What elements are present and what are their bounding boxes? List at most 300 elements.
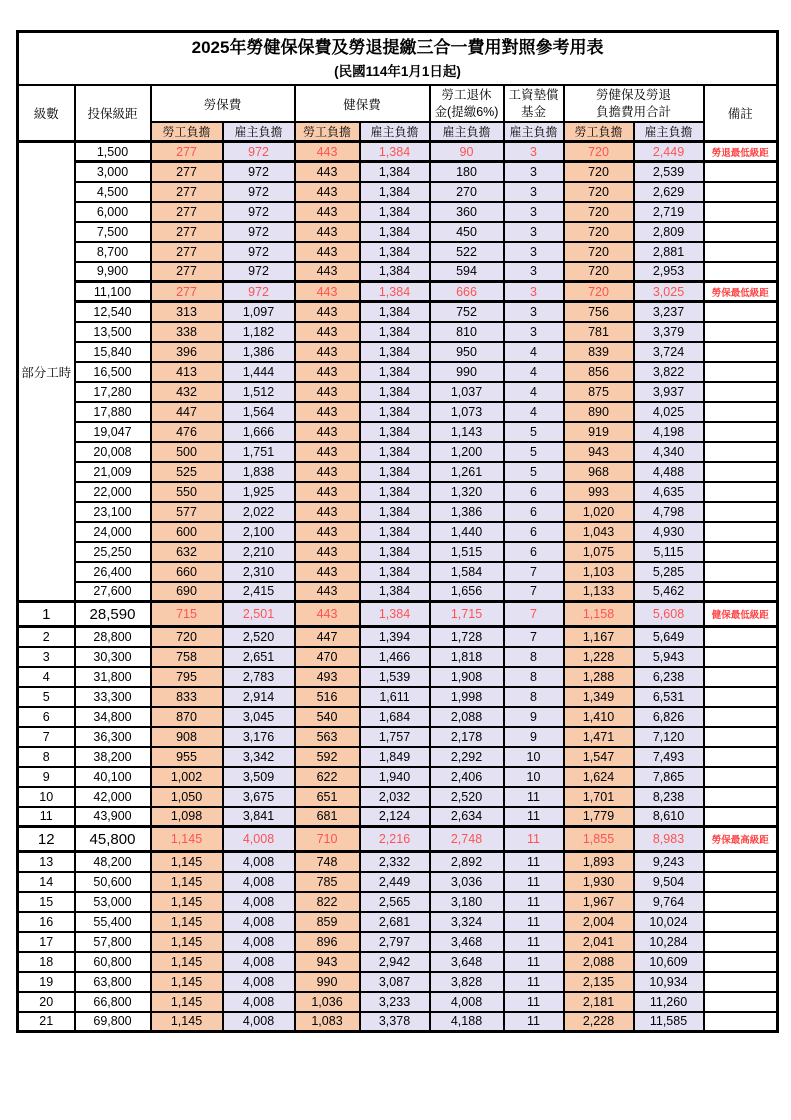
- labor-employer-cell: 1,182: [223, 322, 295, 342]
- health-employee-cell: 443: [295, 382, 360, 402]
- wage-fund-employer-cell: 3: [504, 222, 564, 242]
- pension-employer-cell: 1,386: [430, 502, 504, 522]
- col-header-wage-fund-line1: 工資墊償: [508, 87, 559, 102]
- labor-employee-cell: 632: [151, 542, 223, 562]
- health-employee-cell: 443: [295, 402, 360, 422]
- wage-fund-employer-cell: 3: [504, 142, 564, 162]
- health-employer-cell: 1,394: [360, 627, 430, 647]
- labor-employee-cell: 277: [151, 262, 223, 282]
- remark-cell: [704, 852, 778, 872]
- col-header-total: [564, 85, 704, 122]
- subheader-pension-employer: 雇主負擔: [430, 122, 504, 142]
- health-employer-cell: 1,849: [360, 747, 430, 767]
- table-row: [18, 667, 778, 687]
- total-employee-cell: 875: [564, 382, 634, 402]
- total-employer-cell: 2,809: [634, 222, 704, 242]
- wage-fund-employer-cell: 3: [504, 182, 564, 202]
- remark-cell: [704, 912, 778, 932]
- total-employer-cell: 6,531: [634, 687, 704, 707]
- total-employer-cell: 3,937: [634, 382, 704, 402]
- bracket-cell: 20,008: [75, 442, 151, 462]
- labor-employee-cell: 1,050: [151, 787, 223, 807]
- bracket-cell: 55,400: [75, 912, 151, 932]
- subheader-labor-employee: 勞工負擔: [151, 122, 223, 142]
- labor-employee-cell: 277: [151, 282, 223, 302]
- labor-employer-cell: 1,751: [223, 442, 295, 462]
- health-employer-cell: 3,378: [360, 1012, 430, 1032]
- remark-cell: 勞退最低級距: [704, 142, 778, 162]
- table-row: [18, 422, 778, 442]
- labor-employee-cell: 277: [151, 182, 223, 202]
- health-employer-cell: 1,384: [360, 242, 430, 262]
- remark-cell: [704, 382, 778, 402]
- pension-employer-cell: 2,178: [430, 727, 504, 747]
- labor-employer-cell: 4,008: [223, 972, 295, 992]
- bracket-cell: 7,500: [75, 222, 151, 242]
- labor-employer-cell: 972: [223, 242, 295, 262]
- bracket-cell: 16,500: [75, 362, 151, 382]
- level-cell: 15: [18, 892, 75, 912]
- col-header-wage-fund: [504, 85, 564, 122]
- wage-fund-employer-cell: 9: [504, 707, 564, 727]
- subheader-health-employer: 雇主負擔: [360, 122, 430, 142]
- remark-cell: [704, 892, 778, 912]
- pension-employer-cell: 1,320: [430, 482, 504, 502]
- pension-employer-cell: 3,648: [430, 952, 504, 972]
- table-row: [18, 827, 778, 852]
- level-cell: 16: [18, 912, 75, 932]
- level-cell: 3: [18, 647, 75, 667]
- bracket-cell: 17,280: [75, 382, 151, 402]
- total-employer-cell: 10,934: [634, 972, 704, 992]
- wage-fund-employer-cell: 11: [504, 787, 564, 807]
- total-employer-cell: 2,881: [634, 242, 704, 262]
- wage-fund-employer-cell: 3: [504, 162, 564, 182]
- labor-employee-cell: 525: [151, 462, 223, 482]
- remark-cell: [704, 462, 778, 482]
- pension-employer-cell: 2,292: [430, 747, 504, 767]
- labor-employer-cell: 2,022: [223, 502, 295, 522]
- level-cell: 8: [18, 747, 75, 767]
- health-employee-cell: 443: [295, 282, 360, 302]
- wage-fund-employer-cell: 11: [504, 972, 564, 992]
- health-employee-cell: 443: [295, 522, 360, 542]
- pension-employer-cell: 1,073: [430, 402, 504, 422]
- subheader-labor-employer: 雇主負擔: [223, 122, 295, 142]
- total-employee-cell: 2,228: [564, 1012, 634, 1032]
- pension-employer-cell: 1,584: [430, 562, 504, 582]
- bracket-cell: 43,900: [75, 807, 151, 827]
- table-row: [18, 142, 778, 162]
- health-employer-cell: 2,032: [360, 787, 430, 807]
- pension-employer-cell: 3,828: [430, 972, 504, 992]
- total-employee-cell: 720: [564, 182, 634, 202]
- health-employee-cell: 443: [295, 162, 360, 182]
- remark-cell: [704, 667, 778, 687]
- wage-fund-employer-cell: 11: [504, 827, 564, 852]
- health-employer-cell: 2,216: [360, 827, 430, 852]
- bracket-cell: 11,100: [75, 282, 151, 302]
- labor-employer-cell: 3,841: [223, 807, 295, 827]
- total-employee-cell: 720: [564, 202, 634, 222]
- pension-employer-cell: 3,468: [430, 932, 504, 952]
- health-employee-cell: 748: [295, 852, 360, 872]
- table-row: [18, 582, 778, 602]
- wage-fund-employer-cell: 3: [504, 322, 564, 342]
- remark-cell: [704, 202, 778, 222]
- wage-fund-employer-cell: 4: [504, 382, 564, 402]
- total-employer-cell: 8,238: [634, 787, 704, 807]
- remark-cell: [704, 1012, 778, 1032]
- health-employer-cell: 1,384: [360, 582, 430, 602]
- total-employer-cell: 4,488: [634, 462, 704, 482]
- health-employee-cell: 443: [295, 182, 360, 202]
- labor-employee-cell: 1,145: [151, 972, 223, 992]
- health-employee-cell: 710: [295, 827, 360, 852]
- table-row: [18, 727, 778, 747]
- bracket-cell: 24,000: [75, 522, 151, 542]
- health-employer-cell: 1,384: [360, 402, 430, 422]
- health-employee-cell: 651: [295, 787, 360, 807]
- pension-employer-cell: 270: [430, 182, 504, 202]
- total-employee-cell: 1,779: [564, 807, 634, 827]
- table-row: [18, 1012, 778, 1032]
- bracket-cell: 12,540: [75, 302, 151, 322]
- wage-fund-employer-cell: 11: [504, 932, 564, 952]
- total-employer-cell: 5,649: [634, 627, 704, 647]
- total-employee-cell: 1,701: [564, 787, 634, 807]
- labor-employer-cell: 4,008: [223, 912, 295, 932]
- bracket-cell: 36,300: [75, 727, 151, 747]
- col-header-labor-insurance: 勞保費: [151, 85, 295, 122]
- total-employer-cell: 10,609: [634, 952, 704, 972]
- remark-cell: [704, 872, 778, 892]
- labor-employee-cell: 277: [151, 242, 223, 262]
- health-employer-cell: 1,384: [360, 482, 430, 502]
- pension-employer-cell: 2,634: [430, 807, 504, 827]
- total-employee-cell: 1,967: [564, 892, 634, 912]
- total-employee-cell: 839: [564, 342, 634, 362]
- labor-employee-cell: 277: [151, 162, 223, 182]
- pension-employer-cell: 2,748: [430, 827, 504, 852]
- subheader-total-employer: 雇主負擔: [634, 122, 704, 142]
- labor-employer-cell: 1,838: [223, 462, 295, 482]
- wage-fund-employer-cell: 7: [504, 562, 564, 582]
- pension-employer-cell: 3,324: [430, 912, 504, 932]
- total-employee-cell: 856: [564, 362, 634, 382]
- table-row: [18, 932, 778, 952]
- health-employer-cell: 2,565: [360, 892, 430, 912]
- remark-cell: [704, 807, 778, 827]
- total-employer-cell: 5,608: [634, 602, 704, 627]
- total-employer-cell: 3,237: [634, 302, 704, 322]
- level-cell: 11: [18, 807, 75, 827]
- labor-employer-cell: 2,501: [223, 602, 295, 627]
- total-employee-cell: 2,181: [564, 992, 634, 1012]
- health-employee-cell: 1,083: [295, 1012, 360, 1032]
- health-employer-cell: 1,757: [360, 727, 430, 747]
- level-cell: 6: [18, 707, 75, 727]
- total-employer-cell: 9,243: [634, 852, 704, 872]
- health-employer-cell: 1,384: [360, 422, 430, 442]
- labor-employer-cell: 4,008: [223, 1012, 295, 1032]
- total-employee-cell: 1,167: [564, 627, 634, 647]
- col-header-pension: [430, 85, 504, 122]
- level-cell: 4: [18, 667, 75, 687]
- wage-fund-employer-cell: 8: [504, 687, 564, 707]
- title-cell: [18, 32, 778, 86]
- table-row: [18, 402, 778, 422]
- health-employer-cell: 1,384: [360, 162, 430, 182]
- col-header-bracket: 投保級距: [75, 85, 151, 142]
- pension-employer-cell: 2,406: [430, 767, 504, 787]
- remark-cell: [704, 162, 778, 182]
- total-employer-cell: 6,826: [634, 707, 704, 727]
- remark-cell: [704, 182, 778, 202]
- col-header-remark: 備註: [704, 85, 778, 142]
- remark-cell: [704, 687, 778, 707]
- labor-employee-cell: 550: [151, 482, 223, 502]
- bracket-cell: 28,800: [75, 627, 151, 647]
- labor-employer-cell: 4,008: [223, 992, 295, 1012]
- total-employee-cell: 1,547: [564, 747, 634, 767]
- remark-cell: [704, 262, 778, 282]
- total-employee-cell: 1,893: [564, 852, 634, 872]
- labor-employer-cell: 972: [223, 202, 295, 222]
- total-employee-cell: 943: [564, 442, 634, 462]
- level-cell: 10: [18, 787, 75, 807]
- wage-fund-employer-cell: 11: [504, 872, 564, 892]
- labor-employer-cell: 972: [223, 222, 295, 242]
- health-employee-cell: 443: [295, 262, 360, 282]
- level-cell: 9: [18, 767, 75, 787]
- wage-fund-employer-cell: 11: [504, 912, 564, 932]
- pension-employer-cell: 1,440: [430, 522, 504, 542]
- pension-employer-cell: 2,520: [430, 787, 504, 807]
- wage-fund-employer-cell: 5: [504, 462, 564, 482]
- wage-fund-employer-cell: 9: [504, 727, 564, 747]
- remark-cell: [704, 627, 778, 647]
- wage-fund-employer-cell: 6: [504, 522, 564, 542]
- total-employee-cell: 756: [564, 302, 634, 322]
- total-employer-cell: 2,539: [634, 162, 704, 182]
- health-employer-cell: 1,384: [360, 382, 430, 402]
- labor-employee-cell: 715: [151, 602, 223, 627]
- table-row: [18, 627, 778, 647]
- bracket-cell: 28,590: [75, 602, 151, 627]
- level-cell: 21: [18, 1012, 75, 1032]
- remark-cell: [704, 787, 778, 807]
- labor-employee-cell: 1,145: [151, 852, 223, 872]
- pension-employer-cell: 810: [430, 322, 504, 342]
- health-employee-cell: 443: [295, 322, 360, 342]
- total-employer-cell: 8,983: [634, 827, 704, 852]
- pension-employer-cell: 360: [430, 202, 504, 222]
- pension-employer-cell: 4,008: [430, 992, 504, 1012]
- wage-fund-employer-cell: 3: [504, 202, 564, 222]
- total-employee-cell: 781: [564, 322, 634, 342]
- wage-fund-employer-cell: 4: [504, 362, 564, 382]
- remark-cell: [704, 582, 778, 602]
- health-employee-cell: 540: [295, 707, 360, 727]
- total-employer-cell: 11,260: [634, 992, 704, 1012]
- total-employer-cell: 7,493: [634, 747, 704, 767]
- labor-employee-cell: 660: [151, 562, 223, 582]
- bracket-cell: 30,300: [75, 647, 151, 667]
- health-employee-cell: 443: [295, 582, 360, 602]
- bracket-cell: 22,000: [75, 482, 151, 502]
- health-employee-cell: 822: [295, 892, 360, 912]
- col-header-total-line2: 負擔費用合計: [595, 104, 671, 119]
- wage-fund-employer-cell: 10: [504, 747, 564, 767]
- level-cell: 17: [18, 932, 75, 952]
- labor-employee-cell: 500: [151, 442, 223, 462]
- wage-fund-employer-cell: 8: [504, 647, 564, 667]
- remark-cell: [704, 707, 778, 727]
- health-employer-cell: 1,684: [360, 707, 430, 727]
- total-employee-cell: 1,471: [564, 727, 634, 747]
- total-employee-cell: 720: [564, 142, 634, 162]
- total-employer-cell: 4,198: [634, 422, 704, 442]
- total-employee-cell: 720: [564, 262, 634, 282]
- labor-employee-cell: 396: [151, 342, 223, 362]
- col-header-total-line1: 勞健保及勞退: [595, 87, 671, 102]
- total-employer-cell: 2,953: [634, 262, 704, 282]
- labor-employer-cell: 2,651: [223, 647, 295, 667]
- total-employee-cell: 1,158: [564, 602, 634, 627]
- bracket-cell: 27,600: [75, 582, 151, 602]
- labor-employee-cell: 1,145: [151, 892, 223, 912]
- bracket-cell: 45,800: [75, 827, 151, 852]
- pension-employer-cell: 180: [430, 162, 504, 182]
- labor-employer-cell: 972: [223, 262, 295, 282]
- pension-employer-cell: 522: [430, 242, 504, 262]
- level-cell: 7: [18, 727, 75, 747]
- table-row: [18, 542, 778, 562]
- health-employer-cell: 2,124: [360, 807, 430, 827]
- health-employer-cell: 1,384: [360, 262, 430, 282]
- health-employee-cell: 785: [295, 872, 360, 892]
- remark-cell: 健保最低級距: [704, 602, 778, 627]
- page-subtitle: (民國114年1月1日起): [334, 64, 461, 79]
- total-employee-cell: 720: [564, 282, 634, 302]
- total-employer-cell: 4,340: [634, 442, 704, 462]
- labor-employer-cell: 972: [223, 162, 295, 182]
- health-employee-cell: 443: [295, 502, 360, 522]
- labor-employer-cell: 2,520: [223, 627, 295, 647]
- health-employee-cell: 516: [295, 687, 360, 707]
- table-row: [18, 807, 778, 827]
- health-employer-cell: 3,233: [360, 992, 430, 1012]
- labor-employer-cell: 1,097: [223, 302, 295, 322]
- table-row: [18, 262, 778, 282]
- total-employee-cell: 720: [564, 242, 634, 262]
- labor-employee-cell: 277: [151, 202, 223, 222]
- total-employer-cell: 7,865: [634, 767, 704, 787]
- bracket-cell: 42,000: [75, 787, 151, 807]
- labor-employer-cell: 972: [223, 282, 295, 302]
- labor-employer-cell: 972: [223, 182, 295, 202]
- health-employer-cell: 1,466: [360, 647, 430, 667]
- labor-employee-cell: 476: [151, 422, 223, 442]
- health-employee-cell: 592: [295, 747, 360, 767]
- health-employee-cell: 443: [295, 482, 360, 502]
- health-employee-cell: 990: [295, 972, 360, 992]
- remark-cell: [704, 302, 778, 322]
- labor-employer-cell: 2,210: [223, 542, 295, 562]
- labor-employee-cell: 313: [151, 302, 223, 322]
- remark-cell: [704, 932, 778, 952]
- total-employer-cell: 8,610: [634, 807, 704, 827]
- wage-fund-employer-cell: 6: [504, 502, 564, 522]
- labor-employer-cell: 1,512: [223, 382, 295, 402]
- total-employee-cell: 1,103: [564, 562, 634, 582]
- wage-fund-employer-cell: 11: [504, 892, 564, 912]
- health-employer-cell: 1,384: [360, 562, 430, 582]
- pension-employer-cell: 1,998: [430, 687, 504, 707]
- col-header-wage-fund-line2: 基金: [520, 104, 546, 119]
- total-employer-cell: 2,629: [634, 182, 704, 202]
- labor-employer-cell: 3,342: [223, 747, 295, 767]
- bracket-cell: 15,840: [75, 342, 151, 362]
- wage-fund-employer-cell: 11: [504, 992, 564, 1012]
- remark-cell: [704, 342, 778, 362]
- labor-employee-cell: 795: [151, 667, 223, 687]
- pension-employer-cell: 950: [430, 342, 504, 362]
- labor-employee-cell: 1,145: [151, 932, 223, 952]
- health-employer-cell: 1,384: [360, 362, 430, 382]
- table-row: [18, 362, 778, 382]
- total-employer-cell: 11,585: [634, 1012, 704, 1032]
- total-employee-cell: 2,088: [564, 952, 634, 972]
- remark-cell: [704, 522, 778, 542]
- health-employer-cell: 1,384: [360, 202, 430, 222]
- health-employee-cell: 443: [295, 442, 360, 462]
- table-row: [18, 787, 778, 807]
- wage-fund-employer-cell: 11: [504, 952, 564, 972]
- bracket-cell: 17,880: [75, 402, 151, 422]
- pension-employer-cell: 450: [430, 222, 504, 242]
- total-employee-cell: 2,041: [564, 932, 634, 952]
- table-row: [18, 382, 778, 402]
- health-employer-cell: 1,384: [360, 182, 430, 202]
- pension-employer-cell: 1,515: [430, 542, 504, 562]
- level-cell: 12: [18, 827, 75, 852]
- total-employer-cell: 6,238: [634, 667, 704, 687]
- bracket-cell: 60,800: [75, 952, 151, 972]
- pension-employer-cell: 4,188: [430, 1012, 504, 1032]
- level-cell: 20: [18, 992, 75, 1012]
- level-cell: 5: [18, 687, 75, 707]
- health-employee-cell: 493: [295, 667, 360, 687]
- remark-cell: [704, 747, 778, 767]
- level-cell: 19: [18, 972, 75, 992]
- table-row: [18, 952, 778, 972]
- pension-employer-cell: 990: [430, 362, 504, 382]
- table-row: [18, 562, 778, 582]
- fee-table: [16, 30, 779, 1033]
- health-employee-cell: 622: [295, 767, 360, 787]
- table-row: [18, 222, 778, 242]
- table-row: [18, 687, 778, 707]
- table-row: [18, 747, 778, 767]
- table-row: [18, 647, 778, 667]
- labor-employee-cell: 908: [151, 727, 223, 747]
- total-employee-cell: 890: [564, 402, 634, 422]
- pension-employer-cell: 1,656: [430, 582, 504, 602]
- labor-employee-cell: 1,145: [151, 912, 223, 932]
- health-employer-cell: 1,611: [360, 687, 430, 707]
